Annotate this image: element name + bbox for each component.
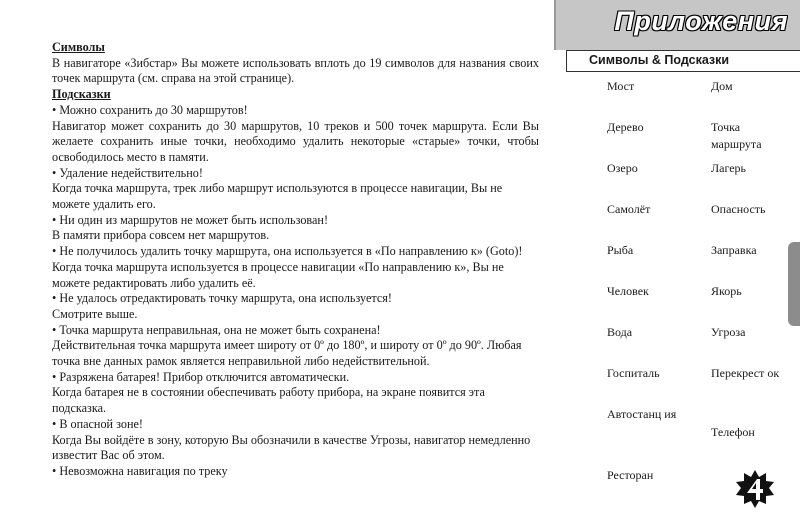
tip-item: [52, 417, 539, 464]
tip-body: В памяти прибора совсем нет маршрутов.: [52, 228, 270, 243]
section-title: Приложения: [614, 6, 788, 36]
tips-heading: Подсказки: [52, 87, 111, 102]
symbol-label: Угроза: [711, 325, 746, 339]
page-edge-tab: [788, 242, 800, 326]
tip-title: • Не получилось удалить точку маршрута, она используется в «По направлению к» (Goto)!: [52, 244, 523, 259]
section-subtab: Символы & Подсказки: [566, 50, 800, 72]
tip-item: [52, 464, 539, 480]
symbol-label: Госпиталь: [607, 366, 660, 380]
symbol-label: Перекрест ок: [711, 366, 780, 380]
symbol-label: Самолёт: [607, 202, 651, 216]
tip-body: Действительная точка маршрута имеет широту от 0º до 180º, и широту от 0º до 90º. Любая точка вне данных рамок является неправильной либо недействительной.: [52, 338, 522, 369]
tip-body: Когда батарея не в состоянии обеспечивать работу прибора, на экране появится эта подсказка.: [52, 385, 485, 416]
tip-item: [52, 166, 539, 213]
section-banner: [554, 0, 800, 50]
tips-list: [52, 103, 539, 480]
symbol-label: Телефон: [711, 425, 755, 439]
symbol-label: Опасность: [711, 202, 766, 216]
tip-title: • В опасной зоне!: [52, 416, 143, 431]
page-number-badge-icon: [735, 469, 775, 509]
tip-title: • Невозможна навигация по треку: [52, 463, 228, 478]
tip-title: • Разряжена батарея! Прибор отключится автоматически.: [52, 369, 350, 384]
symbol-label: Дерево: [607, 120, 644, 134]
symbol-label: Вода: [607, 325, 633, 339]
symbol-label: Лагерь: [711, 161, 747, 175]
main-text-column: [52, 40, 539, 480]
symbol-label: Заправка: [711, 243, 757, 257]
tip-body: Когда Вы войдёте в зону, которую Вы обозначили в качестве Угрозы, навигатор немедленно известит Вас об этом.: [52, 432, 531, 463]
symbol-label: Точка маршрута: [711, 120, 762, 151]
tip-item: [52, 244, 539, 291]
tip-body: Навигатор может сохранить до 30 маршрутов, 10 треков и 500 точек маршрута. Если Вы желаете сохранить иные точки, необходимо удалить некоторые «старые» точки, чтобы освободилось место в памяти.: [52, 118, 539, 164]
tip-item: [52, 291, 539, 322]
tip-item: [52, 370, 539, 417]
symbol-label: Мост: [607, 79, 635, 93]
tip-body: Когда точка маршрута используется в процессе навигации «По направлению к», Вы не можете редактировать либо удалить её.: [52, 259, 504, 290]
tip-title: • Не удалось отредактировать точку маршрута, она используется!: [52, 291, 392, 306]
symbols-paragraph: В навигаторе «Зибстар» Вы можете использовать вплоть до 19 символов для названия своих точек маршрута (см. справа на этой странице).: [52, 55, 539, 86]
tip-item: [52, 213, 539, 244]
symbol-label: Якорь: [711, 284, 742, 298]
tip-item: [52, 103, 539, 166]
symbol-label: Озеро: [607, 161, 638, 175]
symbol-label: Автостанц ия: [607, 407, 677, 421]
tip-title: • Точка маршрута неправильная, она не может быть сохранена!: [52, 322, 381, 337]
symbol-label: Дом: [711, 79, 733, 93]
tip-body: Смотрите выше.: [52, 306, 138, 321]
symbol-label: Человек: [607, 284, 649, 298]
symbol-label: Ресторан: [607, 468, 654, 482]
tip-title: • Можно сохранить до 30 маршрутов!: [52, 102, 248, 117]
symbols-heading: Символы: [52, 40, 105, 54]
tip-title: • Ни один из маршрутов не может быть использован!: [52, 212, 328, 227]
tip-body: Когда точка маршрута, трек либо маршрут используются в процессе навигации, Вы не можете удалить его.: [52, 181, 503, 212]
tip-item: [52, 323, 539, 370]
symbol-label: Рыба: [607, 243, 634, 257]
tip-title: • Удаление недействительно!: [52, 165, 203, 180]
